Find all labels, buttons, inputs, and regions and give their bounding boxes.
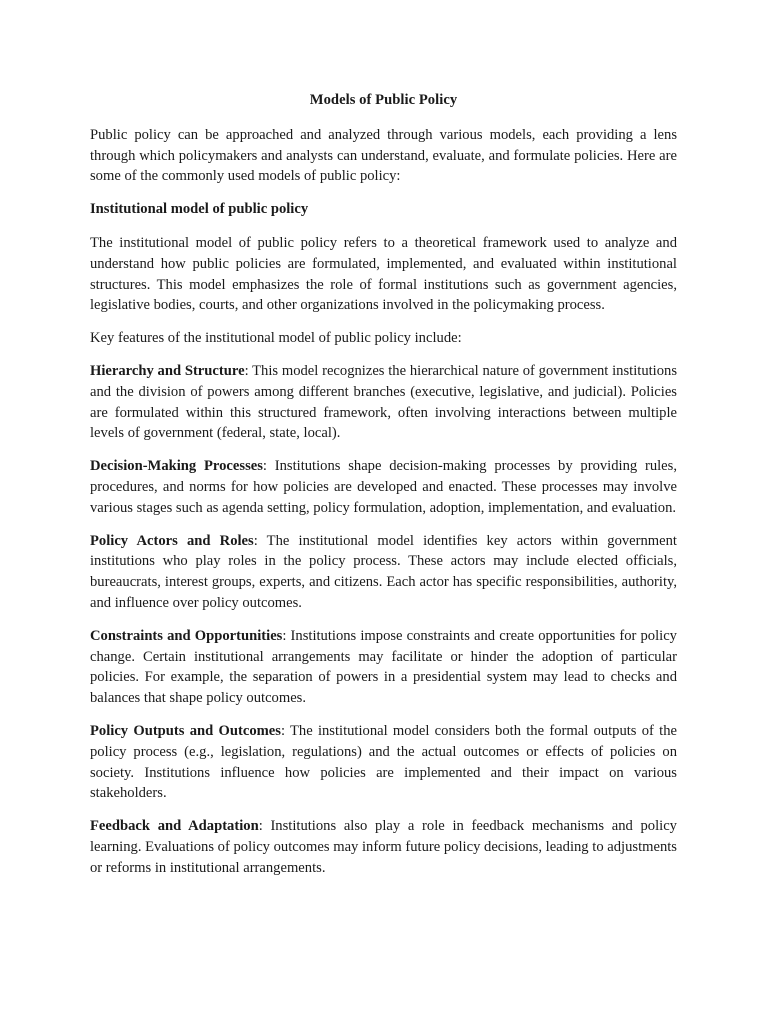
feature-paragraph-outputs: [90, 721, 677, 804]
document-page: [90, 90, 677, 891]
feature-text: : Institutions shape decision-making processes by providing rules, procedures, and norms for how policies are developed and enacted. These processes may involve various stages such as agenda setting, policy formulation, adoption, implementation, and evaluation.: [90, 458, 677, 516]
feature-paragraph-feedback: [90, 816, 677, 878]
feature-text: : Institutions impose constraints and create opportunities for policy change. Certain institutional arrangements may facilitate or hinder the adoption of particular policies. For example, the separation of powers in a presidential system may lead to checks and balances that shape policy outcomes.: [90, 627, 677, 707]
feature-term: Policy Actors and Roles: [90, 532, 254, 549]
section-intro-paragraph: The institutional model of public policy refers to a theoretical framework used to analyze and understand how public policies are formulated, implemented, and evaluated within institutional structures. This model emphasizes the role of formal institutions such as government agencies, legislative bodies, courts, and other organizations involved in the policymaking process.: [90, 234, 677, 314]
feature-term: Hierarchy and Structure: [90, 362, 245, 379]
feature-text: : The institutional model identifies key actors within government institutions who play roles in the policy process. These actors may include elected officials, bureaucrats, interest groups, experts, and citizens. Each actor has specific responsibilities, authority, and influence over policy outcomes.: [90, 532, 677, 611]
feature-text: : Institutions also play a role in feedback mechanisms and policy learning. Evaluations of policy outcomes may inform future policy decisions, leading to adjustments or reforms in institutional arrangements.: [90, 818, 677, 876]
document-title: Models of Public Policy: [309, 92, 458, 108]
feature-paragraph-constraints: [90, 626, 677, 709]
section-heading: Institutional model of public policy: [90, 201, 309, 218]
feature-term: Decision-Making Processes: [90, 458, 263, 475]
feature-text: : This model recognizes the hierarchical nature of government institutions and the division of powers among different branches (executive, legislative, and judicial). Policies are formulated within this structured framework, often involving interactions between multiple levels of government (federal, state, local).: [90, 362, 677, 442]
feature-paragraph-decision-making: [90, 456, 677, 518]
feature-term: Feedback and Adaptation: [90, 818, 259, 835]
features-lead-paragraph: Key features of the institutional model of public policy include:: [90, 330, 462, 347]
feature-paragraph-actors: [90, 531, 677, 614]
intro-paragraph: Public policy can be approached and analyzed through various models, each providing a lens through which policymakers and analysts can understand, evaluate, and formulate policies. Here are some of the commonly used models of public policy:: [90, 126, 677, 185]
feature-paragraph-hierarchy: [90, 361, 677, 444]
feature-term: Constraints and Opportunities: [90, 627, 283, 644]
feature-term: Policy Outputs and Outcomes: [90, 722, 281, 739]
feature-text: : The institutional model considers both the formal outputs of the policy process (e.g., legislation, regulations) and the actual outcomes or effects of policies on society. Institutions influence how policies are implemented and their impact on various stakeholders.: [90, 722, 677, 802]
